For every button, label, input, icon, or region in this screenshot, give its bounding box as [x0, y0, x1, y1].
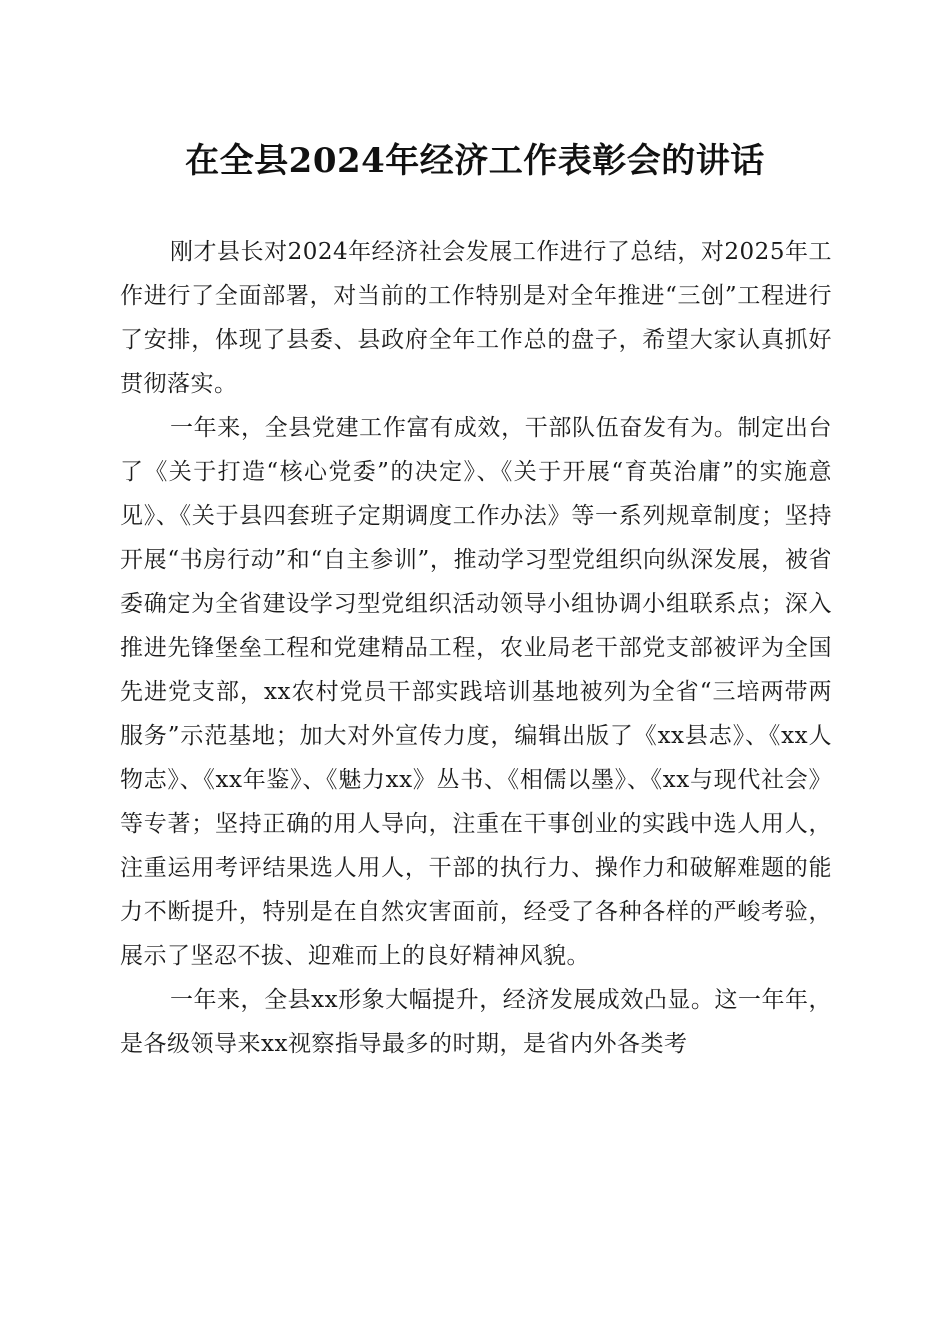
paragraph-party-building: 一年来，全县党建工作富有成效，干部队伍奋发有为。制定出台了《关于打造“核心党委”的决定》、《关于开展“育英治庸”的实施意见》、《关于县四套班子定期调度工作办法》等一系列规章制度；坚持开展“书房行动”和“自主参训”，推动学习型党组织向纵深发展，被省委确定为全省建设学习型党组织活动领导小组协调小组联系点；深入推进先锋堡垒工程和党建精品工程，农业局老干部党支部被评为全国先进党支部，xx农村党员干部实践培训基地被列为全省“三培两带两服务”示范基地；加大对外宣传力度，编辑出版了《xx县志》、《xx人物志》、《xx年鉴》、《魅力xx》丛书、《相儒以墨》、《xx与现代社会》等专著；坚持正确的用人导向，注重在干事创业的实践中选人用人，注重运用考评结果选人用人，干部的执行力、操作力和破解难题的能力不断提升，特别是在自然灾害面前，经受了各种各样的严峻考验，展示了坚忍不拔、迎难而上的良好精神风貌。 [120, 415, 832, 969]
paragraph-economy: 一年来，全县xx形象大幅提升，经济发展成效凸显。这一年年，是各级领导来xx视察指导最多的时期，是省内外各类考 [120, 987, 832, 1057]
document-body [120, 230, 832, 1066]
paragraph-intro: 刚才县长对2024年经济社会发展工作进行了总结，对2025年工作进行了全面部署，对当前的工作特别是对全年推进“三创”工程进行了安排，体现了县委、县政府全年工作总的盘子，希望大家认真抓好贯彻落实。 [120, 239, 832, 397]
page-title: 在全县2024年经济工作表彰会的讲话 [185, 141, 765, 181]
